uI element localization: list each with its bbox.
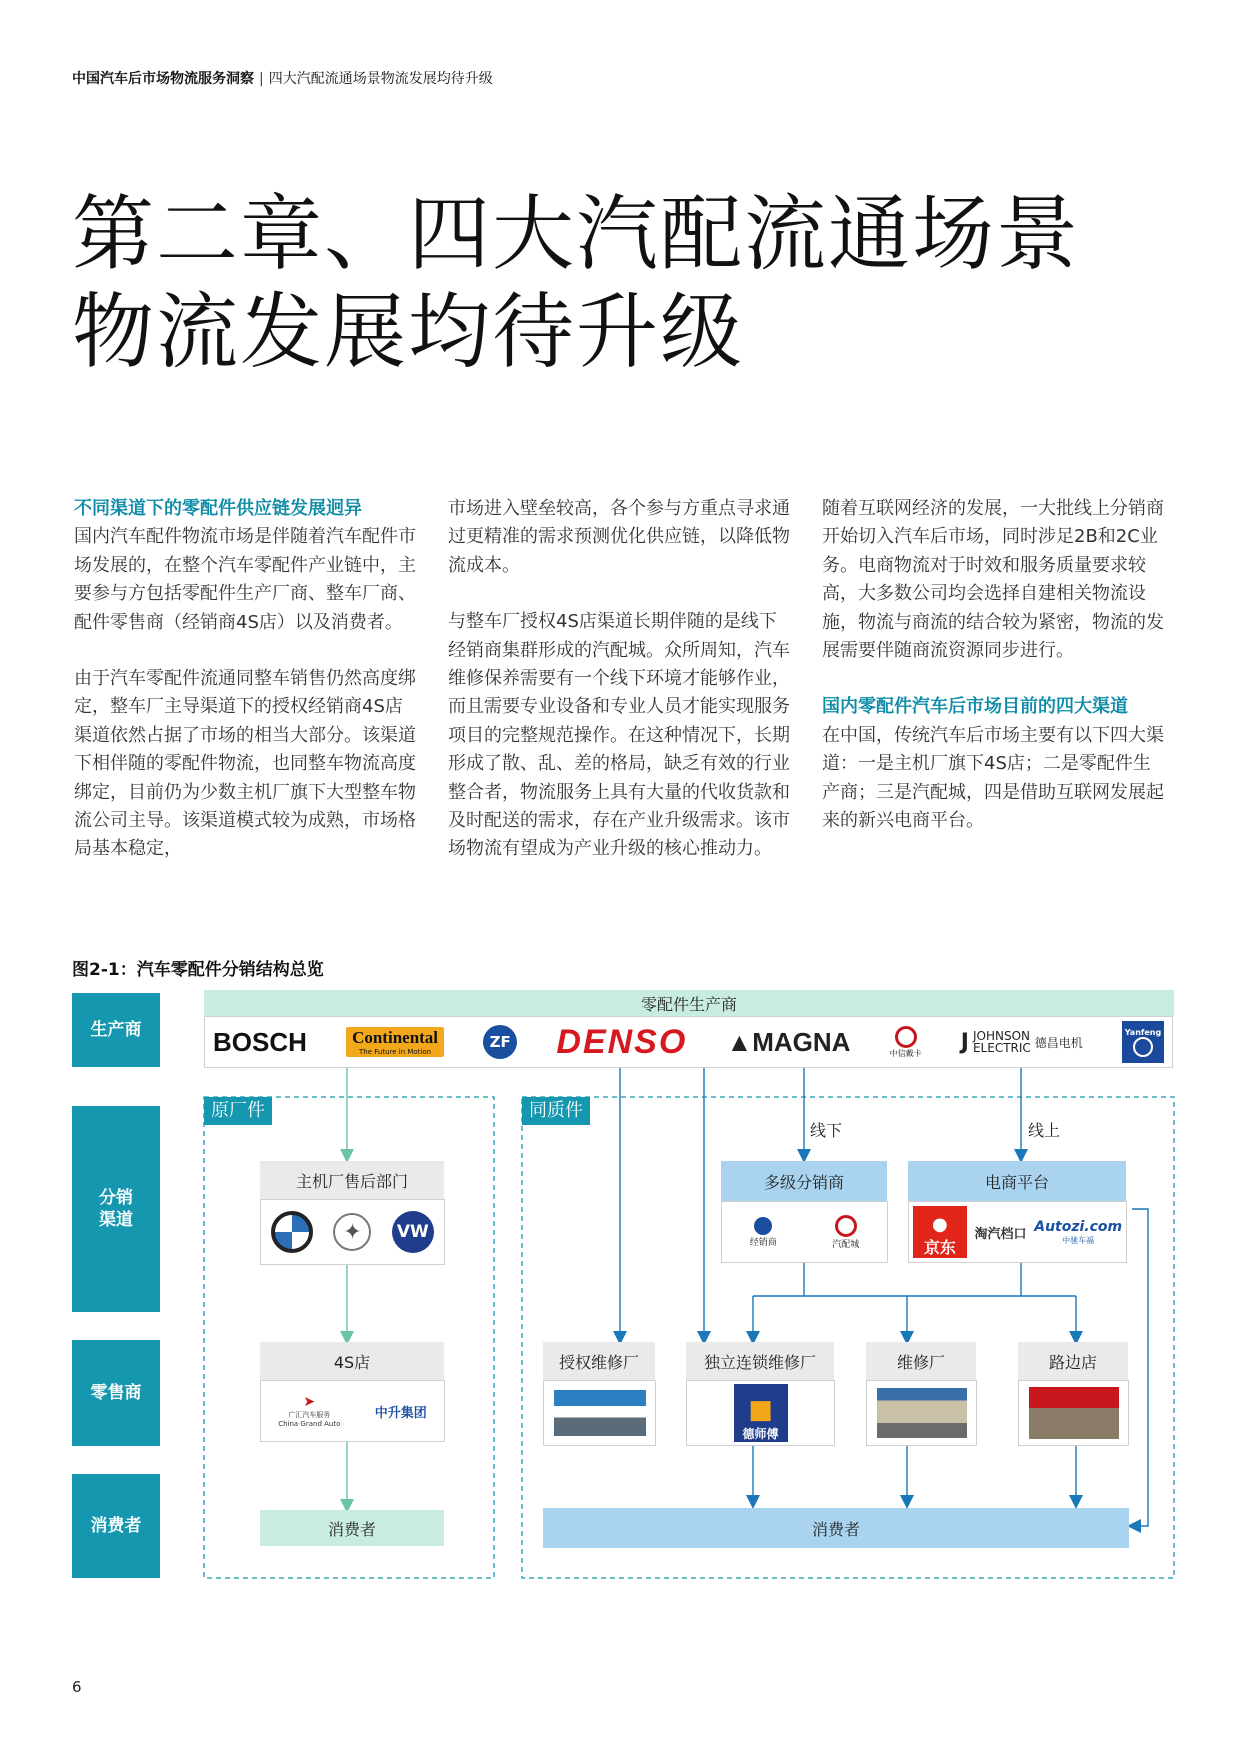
dealer-4s-header: 4S店 [260, 1342, 444, 1380]
oem-parts-tag: 原厂件 [204, 1097, 272, 1125]
figure-title: 图2-1：汽车零配件分销结构总览 [72, 960, 324, 980]
johnson-j-icon: Ј [960, 1029, 969, 1055]
chapter-title-line2: 物流发展均待升级 [72, 285, 745, 380]
distributor-logos [721, 1201, 888, 1263]
paragraph: 市场进入壁垒较高，各个参与方重点寻求通过更精准的需求预测优化供应链，以降低物流成本。 [448, 498, 790, 576]
oem-aftersales-header: 主机厂售后部门 [260, 1161, 444, 1199]
magna-logo: ▲MAGNA [726, 1026, 851, 1057]
roadside-shop-photo-icon [1029, 1387, 1119, 1439]
paragraph: 随着互联网经济的发展，一大批线上分销商开始切入汽车后市场，同时涉足2B和2C业务。电商物流对于时效和服务质量要求较高，大多数公司均会选择自建相关物流设施，物流与商流的结合较为紧密，物流的发展需要伴随商流资源同步进行。 [822, 498, 1164, 662]
retail-chain-header: 独立连锁维修厂 [686, 1342, 834, 1380]
consumer-oem-box: 消费者 [260, 1510, 444, 1546]
retail-authorized-header: 授权维修厂 [543, 1342, 655, 1380]
chain-repair-logo: ■ 德师傅 [734, 1384, 788, 1442]
bosch-logo: BOSCH [213, 1026, 307, 1057]
online-label: 线上 [1028, 1121, 1061, 1140]
vw-logo-icon: VW [392, 1211, 434, 1253]
side-label-consumer: 消费者 [72, 1474, 160, 1578]
subheading-supply-chain: 不同渠道下的零配件供应链发展迥异 [74, 498, 362, 519]
side-label-producer: 生产商 [72, 993, 160, 1067]
china-grand-auto-logo: ➤ 广汇汽车服务 China Grand Auto [278, 1394, 341, 1428]
aftermarket-parts-tag: 同质件 [522, 1097, 590, 1125]
distributor-header: 多级分销商 [721, 1161, 887, 1201]
section-title: 四大汽配流通场景物流发展均待升级 [268, 71, 493, 87]
paragraph: 在中国，传统汽车后市场主要有以下四大渠道：一是主机厂旗下4S店；二是零配件生产商；三是汽配城，四是借助互联网发展起来的新兴电商平台。 [822, 724, 1164, 832]
jd-dog-icon: ● [931, 1214, 948, 1235]
retail-roadside-header: 路边店 [1018, 1342, 1128, 1380]
johnson-electric-logo: Ј JOHNSON ELECTRIC 德昌电机 [960, 1029, 1083, 1055]
autozi-logo: Autozi.com 中驰车福 [1034, 1218, 1123, 1245]
taoqi-logo: 淘汽档口 [974, 1226, 1027, 1242]
paragraph: 国内汽车配件物流市场是伴随着汽车配件市场发展的，在整个汽车零配件产业链中，主要参与方包括零配件生产厂商、整车厂商、配件零售商（经销商4S店）以及消费者。 [74, 526, 416, 633]
subheading-four-channels: 国内零配件汽车后市场目前的四大渠道 [822, 696, 1128, 718]
offline-label: 线下 [810, 1121, 843, 1140]
distributor-logo-a: 经销商 [750, 1217, 777, 1248]
page-number: 6 [72, 1678, 82, 1696]
retail-authorized-photo [543, 1380, 656, 1446]
bmw-logo-icon [271, 1211, 313, 1253]
dealer-4s-logos [260, 1380, 445, 1442]
zhongsheng-logo: 中升集团 [374, 1405, 427, 1421]
paragraph: 与整车厂授权4S店渠道长期伴随的是线下经销商集群形成的汽配城。众所周知，汽车维修保养需要有一个线下环境才能够作业，而且需要专业设备和专业人员才能实现服务项目的完整规范操作。在这种情况下，长期形成了散、乱、差的格局，缺乏有效的行业整合者，物流服务上具有大量的代收货款和及时配送的需求，存在产业升级需求。该市场物流有望成为产业升级的核心推动力。 [448, 611, 790, 860]
denso-logo: DENSO [556, 1022, 688, 1061]
paragraph: 由于汽车零配件流通同整车销售仍然高度绑定，整车厂主导渠道下的授权经销商4S店渠道依然占据了市场的相当大部分。该渠道下相伴随的零配件物流，也同整车物流高度绑定，目前仍为少数主机厂旗下大型整车物流公司主导。该渠道模式较为成熟，市场格局基本稳定， [74, 668, 416, 860]
citic-logo: 中信戴卡 [890, 1026, 922, 1059]
globe-icon [754, 1217, 772, 1235]
yanfeng-emblem-icon [1133, 1037, 1153, 1057]
retail-roadside-photo [1018, 1380, 1129, 1446]
side-label-channel: 分销 渠道 [72, 1106, 160, 1312]
citic-emblem-icon [895, 1026, 917, 1048]
yanfeng-logo: Yanfeng [1122, 1021, 1164, 1063]
producers-header: 零配件生产商 [204, 990, 1174, 1016]
mercedes-logo-icon: ✦ [333, 1213, 371, 1251]
parts-city-emblem-icon [835, 1215, 857, 1237]
retail-chain-logo-box [686, 1380, 835, 1446]
ecommerce-header: 电商平台 [908, 1161, 1126, 1201]
chain-h-icon: ■ [748, 1395, 773, 1425]
chapter-title-line1: 第二章、四大汽配流通场景 [72, 187, 1081, 282]
garage-photo-icon [877, 1388, 967, 1438]
continental-logo: Continental The Future in Motion [346, 1027, 444, 1057]
consumer-aftermarket-box: 消费者 [543, 1508, 1129, 1548]
retail-repair-photo [866, 1380, 977, 1446]
side-label-retailer: 零售商 [72, 1340, 160, 1446]
distributor-logo-b: 汽配城 [832, 1215, 859, 1250]
report-title: 中国汽车后市场物流服务洞察 [72, 71, 254, 87]
retail-repair-header: 维修厂 [866, 1342, 976, 1380]
producer-logo-strip [204, 1016, 1173, 1068]
repair-shop-photo-icon [554, 1390, 646, 1436]
swoosh-icon: ➤ [303, 1394, 316, 1410]
oem-brand-logos [260, 1199, 445, 1265]
header-separator: | [259, 71, 264, 87]
ecommerce-logos [908, 1201, 1127, 1263]
jd-logo: ● 京东 [913, 1206, 967, 1258]
zf-logo: ZF [483, 1025, 517, 1059]
